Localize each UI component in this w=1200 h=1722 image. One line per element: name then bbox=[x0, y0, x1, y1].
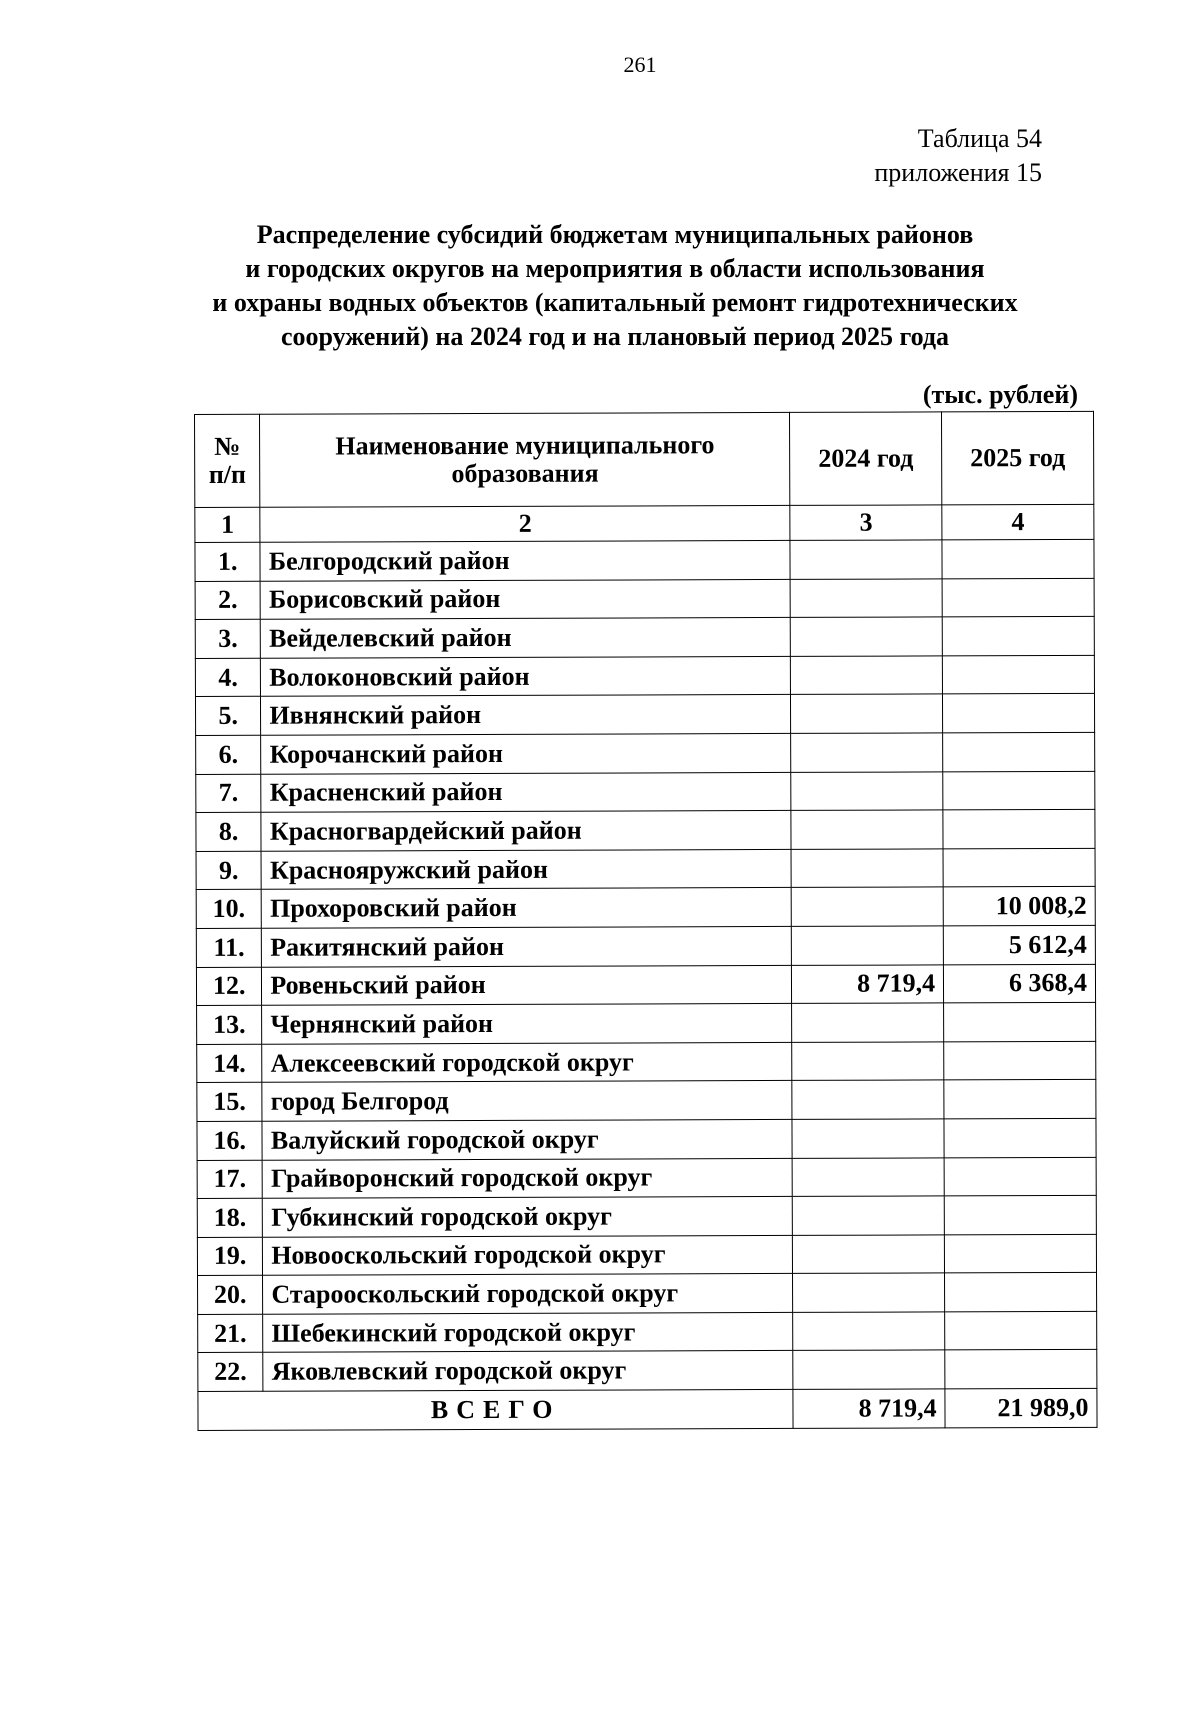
value-2025 bbox=[945, 1311, 1097, 1350]
header-year-2024: 2024 год bbox=[790, 412, 942, 506]
value-2025 bbox=[944, 1118, 1096, 1157]
row-number: 1. bbox=[195, 542, 260, 581]
value-2025 bbox=[943, 732, 1095, 771]
value-2025: 10 008,2 bbox=[943, 887, 1095, 926]
header-number-line: п/п bbox=[208, 459, 247, 489]
row-number: 14. bbox=[197, 1044, 262, 1083]
title-line: и охраны водных объектов (капитальный ремонт гидротехнических bbox=[212, 288, 1018, 317]
value-2025: 5 612,4 bbox=[943, 925, 1095, 964]
value-2024 bbox=[792, 1157, 944, 1196]
appendix-reference bbox=[874, 122, 1042, 190]
value-2025 bbox=[943, 771, 1095, 810]
table-row bbox=[195, 617, 1094, 659]
table-row bbox=[196, 964, 1095, 1006]
value-2024 bbox=[792, 1080, 944, 1119]
value-2024 bbox=[793, 1235, 945, 1274]
municipality-name: Ракитянский район bbox=[262, 926, 792, 966]
column-number: 4 bbox=[942, 504, 1094, 540]
value-2025 bbox=[944, 1002, 1096, 1041]
value-2024 bbox=[792, 1042, 944, 1081]
municipality-name: Новооскольский городской округ bbox=[263, 1235, 793, 1275]
municipality-name: Краснояружский район bbox=[261, 849, 791, 889]
table-row bbox=[197, 1002, 1096, 1044]
row-number: 2. bbox=[195, 581, 260, 620]
value-2024 bbox=[791, 849, 943, 888]
document-title bbox=[150, 218, 1080, 354]
value-2025 bbox=[944, 1195, 1096, 1234]
value-2024 bbox=[790, 540, 942, 579]
value-2024 bbox=[791, 810, 943, 849]
value-2024 bbox=[793, 1196, 945, 1235]
value-2025 bbox=[942, 617, 1094, 656]
value-2024 bbox=[791, 733, 943, 772]
row-number: 16. bbox=[197, 1121, 262, 1160]
header-municipality-line: Наименование муниципального bbox=[335, 430, 715, 461]
value-2024 bbox=[791, 656, 943, 695]
total-2024: 8 719,4 bbox=[793, 1389, 945, 1428]
row-number: 19. bbox=[197, 1237, 262, 1276]
row-number: 6. bbox=[196, 735, 261, 774]
table-row bbox=[196, 848, 1095, 890]
header-year-2025: 2025 год bbox=[942, 411, 1094, 505]
row-number: 22. bbox=[198, 1353, 263, 1392]
table-row bbox=[196, 771, 1095, 813]
value-2024 bbox=[793, 1312, 945, 1351]
table-row bbox=[198, 1311, 1097, 1353]
municipality-name: Старооскольский городской округ bbox=[263, 1274, 793, 1314]
municipality-name: Валуйский городской округ bbox=[262, 1119, 792, 1159]
row-number: 13. bbox=[197, 1005, 262, 1044]
value-2025 bbox=[943, 810, 1095, 849]
municipality-name: Яковлевский городской округ bbox=[263, 1351, 793, 1391]
row-number: 12. bbox=[196, 967, 261, 1006]
header-municipality-line: образования bbox=[451, 458, 599, 489]
municipality-name: Волоконовский район bbox=[261, 656, 791, 696]
value-2024 bbox=[790, 578, 942, 617]
value-2024: 8 719,4 bbox=[792, 964, 944, 1003]
value-2025 bbox=[944, 1041, 1096, 1080]
municipality-name: Корочанский район bbox=[261, 733, 791, 773]
table-row bbox=[197, 1157, 1096, 1199]
table-header-row bbox=[195, 411, 1094, 507]
value-2025 bbox=[942, 539, 1094, 578]
column-number: 1 bbox=[195, 507, 260, 542]
row-number: 11. bbox=[196, 928, 261, 967]
value-2025 bbox=[942, 578, 1094, 617]
table-row bbox=[196, 925, 1095, 967]
municipality-name: Вейделевский район bbox=[261, 618, 791, 658]
value-2024 bbox=[792, 1003, 944, 1042]
row-number: 5. bbox=[195, 697, 260, 736]
title-line: Распределение субсидий бюджетам муниципальных районов bbox=[256, 220, 974, 249]
header-number-line: № bbox=[214, 431, 241, 461]
value-2024 bbox=[792, 926, 944, 965]
total-2025: 21 989,0 bbox=[945, 1388, 1097, 1427]
municipality-name: Ровеньский район bbox=[262, 965, 792, 1005]
value-2025 bbox=[943, 694, 1095, 733]
row-number: 15. bbox=[197, 1083, 262, 1122]
total-label: ВСЕГО bbox=[198, 1389, 793, 1430]
column-numbers-row bbox=[195, 504, 1094, 542]
value-2025: 6 368,4 bbox=[944, 964, 1096, 1003]
table-row bbox=[197, 1234, 1096, 1276]
title-line: сооружений) на 2024 год и на плановый период 2025 года bbox=[280, 322, 950, 351]
table-row bbox=[196, 732, 1095, 774]
value-2024 bbox=[791, 771, 943, 810]
total-row bbox=[198, 1388, 1097, 1430]
value-2024 bbox=[793, 1350, 945, 1389]
value-2025 bbox=[945, 1273, 1097, 1312]
municipality-name: Грайворонский городской округ bbox=[262, 1158, 792, 1198]
value-2024 bbox=[793, 1273, 945, 1312]
table-row bbox=[197, 1118, 1096, 1160]
row-number: 18. bbox=[197, 1198, 262, 1237]
value-2025 bbox=[944, 1157, 1096, 1196]
row-number: 9. bbox=[196, 851, 261, 890]
column-number: 3 bbox=[790, 505, 942, 541]
row-number: 3. bbox=[195, 619, 260, 658]
row-number: 17. bbox=[197, 1160, 262, 1199]
units-label: (тыс. рублей) bbox=[922, 380, 1078, 409]
value-2025 bbox=[942, 655, 1094, 694]
title-line: и городских округов на мероприятия в области использования bbox=[245, 254, 985, 283]
municipality-name: Шебекинский городской округ bbox=[263, 1312, 793, 1352]
row-number: 8. bbox=[196, 812, 261, 851]
value-2025 bbox=[943, 848, 1095, 887]
municipality-name: Алексеевский городской округ bbox=[262, 1042, 792, 1082]
table-row bbox=[196, 887, 1095, 929]
value-2025 bbox=[944, 1080, 1096, 1119]
table-row bbox=[196, 810, 1095, 852]
row-number: 7. bbox=[196, 774, 261, 813]
header-number bbox=[195, 414, 261, 507]
table-row bbox=[195, 655, 1094, 697]
municipality-name: город Белгород bbox=[262, 1081, 792, 1121]
table-row bbox=[198, 1350, 1097, 1392]
value-2024 bbox=[791, 617, 943, 656]
value-2025 bbox=[945, 1234, 1097, 1273]
municipality-name: Красногвардейский район bbox=[261, 811, 791, 851]
municipality-name: Прохоровский район bbox=[262, 888, 792, 928]
subsidy-table bbox=[194, 411, 1098, 1431]
page-number: 261 bbox=[623, 52, 657, 77]
appendix-table-label: Таблица 54 bbox=[917, 124, 1042, 153]
row-number: 4. bbox=[195, 658, 260, 697]
row-number: 21. bbox=[198, 1314, 263, 1353]
table-row bbox=[195, 539, 1094, 581]
municipality-name: Красненский район bbox=[261, 772, 791, 812]
table-row bbox=[197, 1041, 1096, 1083]
table-row bbox=[197, 1195, 1096, 1237]
municipality-name: Борисовский район bbox=[260, 579, 790, 619]
table-row bbox=[195, 694, 1094, 736]
value-2024 bbox=[791, 887, 943, 926]
table-row bbox=[198, 1273, 1097, 1315]
municipality-name: Ивнянский район bbox=[261, 695, 791, 735]
municipality-name: Губкинский городской округ bbox=[263, 1197, 793, 1237]
appendix-annex-label: приложения 15 bbox=[874, 158, 1042, 187]
column-number: 2 bbox=[260, 505, 790, 542]
value-2024 bbox=[791, 694, 943, 733]
value-2025 bbox=[945, 1350, 1097, 1389]
municipality-name: Белгородский район bbox=[260, 540, 790, 580]
header-municipality bbox=[260, 412, 790, 507]
row-number: 10. bbox=[196, 890, 261, 929]
value-2024 bbox=[792, 1119, 944, 1158]
table-row bbox=[197, 1080, 1096, 1122]
row-number: 20. bbox=[198, 1276, 263, 1315]
table-row bbox=[195, 578, 1094, 620]
municipality-name: Чернянский район bbox=[262, 1004, 792, 1044]
